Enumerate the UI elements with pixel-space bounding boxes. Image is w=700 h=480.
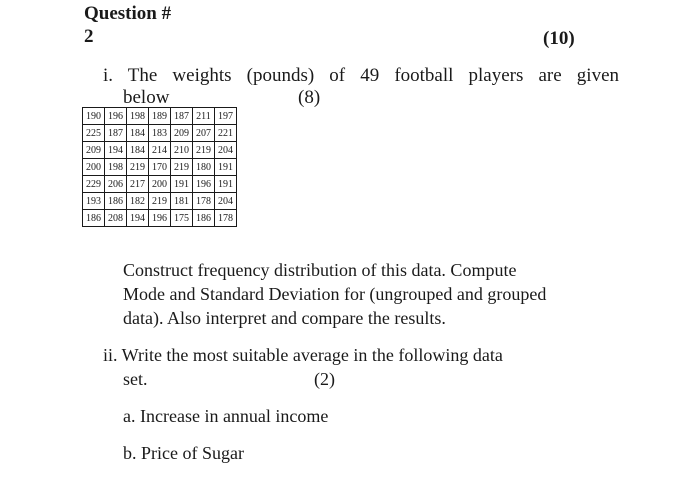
option-b: b. Price of Sugar <box>123 443 244 463</box>
table-cell: 229 <box>83 176 105 193</box>
table-cell: 219 <box>127 159 149 176</box>
table-cell: 191 <box>215 159 237 176</box>
table-cell: 170 <box>149 159 171 176</box>
table-cell: 206 <box>105 176 127 193</box>
table-cell: 209 <box>171 125 193 142</box>
weights-table <box>82 107 237 227</box>
table-cell: 183 <box>149 125 171 142</box>
table-cell: 180 <box>193 159 215 176</box>
table-cell: 181 <box>171 193 193 210</box>
part1-instructions <box>123 258 623 330</box>
table-row <box>83 125 237 142</box>
table-cell: 187 <box>105 125 127 142</box>
table-cell: 196 <box>149 210 171 227</box>
table-row <box>83 210 237 227</box>
table-row <box>83 142 237 159</box>
instruction-line: data). Also interpret and compare the results. <box>123 308 446 328</box>
table-cell: 217 <box>127 176 149 193</box>
table-cell: 182 <box>127 193 149 210</box>
table-cell: 190 <box>83 108 105 125</box>
table-cell: 194 <box>105 142 127 159</box>
table-cell: 194 <box>127 210 149 227</box>
table-cell: 186 <box>83 210 105 227</box>
instruction-line: Construct frequency distribution of this data. Compute <box>123 260 517 280</box>
table-cell: 189 <box>149 108 171 125</box>
table-cell: 193 <box>83 193 105 210</box>
table-cell: 178 <box>193 193 215 210</box>
table-cell: 204 <box>215 142 237 159</box>
table-cell: 196 <box>105 108 127 125</box>
part2-marks: (2) <box>314 369 335 389</box>
table-cell: 214 <box>149 142 171 159</box>
table-cell: 184 <box>127 125 149 142</box>
table-cell: 207 <box>193 125 215 142</box>
total-marks: (10) <box>543 28 575 49</box>
table-cell: 208 <box>105 210 127 227</box>
table-cell: 225 <box>83 125 105 142</box>
part2-prompt-line1: ii. Write the most suitable average in the following data <box>103 345 503 365</box>
table-cell: 204 <box>215 193 237 210</box>
instruction-line: Mode and Standard Deviation for (ungrouped and grouped <box>123 284 547 304</box>
table-row <box>83 108 237 125</box>
table-cell: 210 <box>171 142 193 159</box>
table-cell: 184 <box>127 142 149 159</box>
table-cell: 219 <box>193 142 215 159</box>
table-cell: 191 <box>171 176 193 193</box>
table-cell: 175 <box>171 210 193 227</box>
table-cell: 200 <box>83 159 105 176</box>
part1-prompt-line2: below <box>123 87 170 108</box>
part1-marks: (8) <box>298 87 321 108</box>
table-row <box>83 193 237 210</box>
table-cell: 186 <box>193 210 215 227</box>
table-cell: 191 <box>215 176 237 193</box>
table-cell: 209 <box>83 142 105 159</box>
question-number: 2 <box>84 26 94 47</box>
table-cell: 196 <box>193 176 215 193</box>
table-row <box>83 176 237 193</box>
table-cell: 200 <box>149 176 171 193</box>
table-cell: 221 <box>215 125 237 142</box>
table-cell: 186 <box>105 193 127 210</box>
option-a: a. Increase in annual income <box>123 406 329 426</box>
part2-prompt-line2: set. <box>123 369 148 389</box>
table-cell: 187 <box>171 108 193 125</box>
table-cell: 198 <box>127 108 149 125</box>
question-heading: Question # <box>84 3 172 24</box>
table-cell: 178 <box>215 210 237 227</box>
part1-prompt-line1: i. The weights (pounds) of 49 football players are given <box>103 65 619 86</box>
weights-table-body <box>83 108 237 227</box>
table-cell: 219 <box>171 159 193 176</box>
table-cell: 198 <box>105 159 127 176</box>
table-cell: 211 <box>193 108 215 125</box>
table-row <box>83 159 237 176</box>
table-cell: 197 <box>215 108 237 125</box>
table-cell: 219 <box>149 193 171 210</box>
